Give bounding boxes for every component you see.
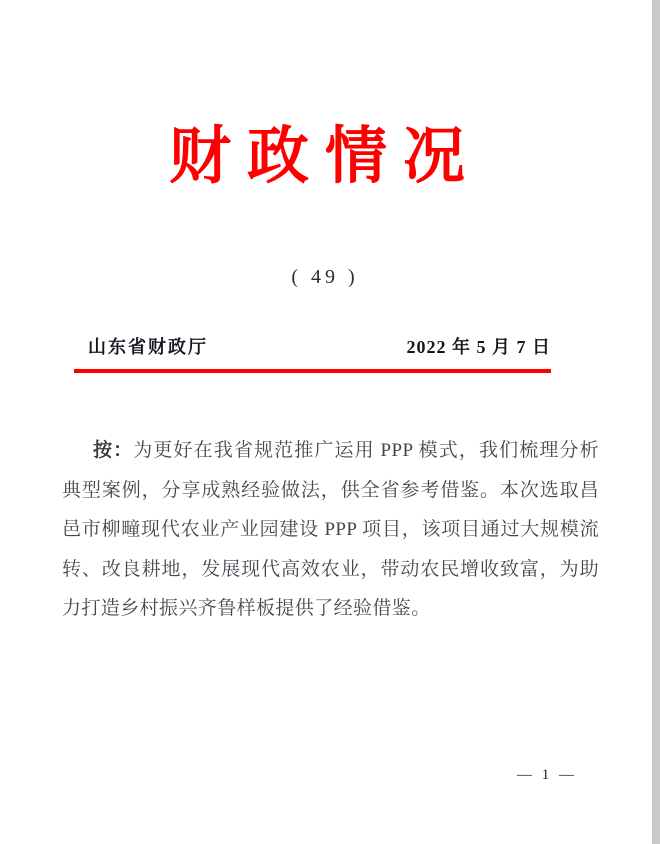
summary-paragraph	[62, 431, 599, 629]
page-number: — 1 —	[517, 767, 577, 783]
issue-date: 2022 年 5 月 7 日	[406, 337, 551, 357]
bulletin-title: 财政情况	[168, 122, 481, 191]
scan-edge-artifact	[652, 0, 660, 844]
editor-note-label: 按：	[93, 440, 134, 461]
issuer-date-row	[74, 334, 551, 360]
summary-text: 为更好在我省规范推广运用 PPP 模式，我们梳理分析典型案例，分享成熟经验做法，供全省参考借鉴。本次选取昌邑市柳疃现代农业产业园建设 PPP 项目，该项目通过大规模流转、改良耕地，发展现代高效农业，带动农民增收致富，为助力打造乡村振兴齐鲁样板提供了经验借鉴。	[62, 440, 599, 619]
issuing-organization: 山东省财政厅	[88, 337, 208, 357]
red-divider-rule	[74, 369, 551, 373]
issue-number: ( 49 )	[291, 266, 359, 288]
